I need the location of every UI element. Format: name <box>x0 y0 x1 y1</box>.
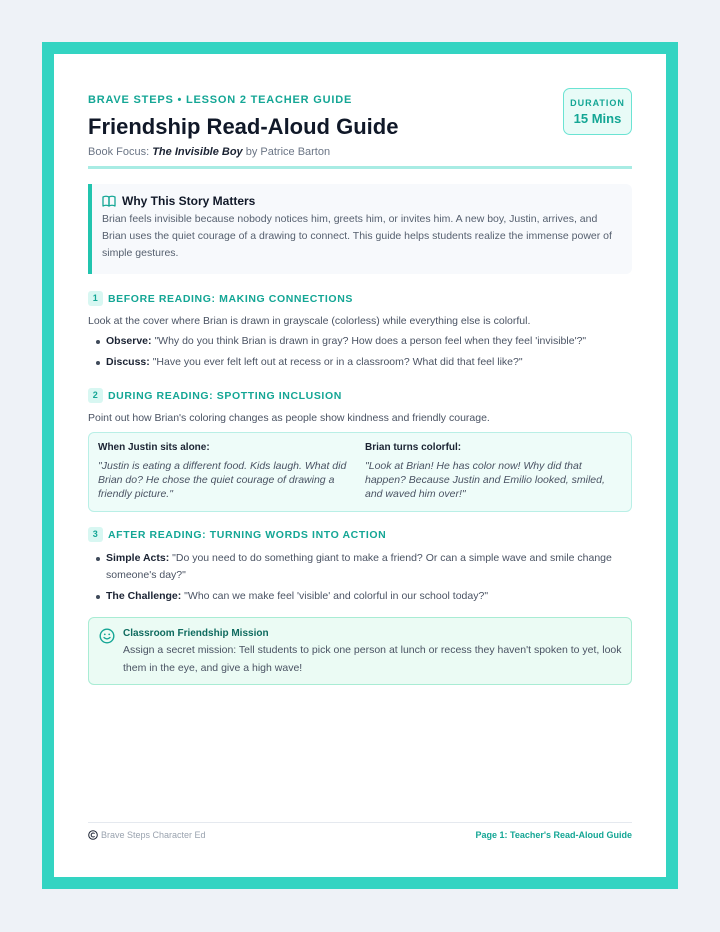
comparison-column-left <box>98 442 360 501</box>
bullet-text: "Why do you think Brian is drawn in gray? How does a person feel when they feel 'invisible'?" <box>151 335 587 347</box>
section-number: 2 <box>88 388 103 403</box>
header-divider <box>88 166 632 169</box>
document-page <box>54 54 666 877</box>
bullet-label: Discuss: <box>106 356 150 368</box>
duration-badge <box>563 88 632 135</box>
footer-page-label: Page 1: Teacher's Read-Aloud Guide <box>475 830 632 840</box>
book-author: by Patrice Barton <box>242 146 331 158</box>
section-before-reading <box>88 291 632 371</box>
book-focus-prefix: Book Focus: <box>88 146 153 158</box>
footer-brand: Brave Steps Character Ed <box>101 830 206 840</box>
comparison-heading: Brian turns colorful: <box>365 442 462 453</box>
bullet-text: "Who can we make feel 'visible' and colorful in our school today?" <box>181 590 489 602</box>
section-intro: Look at the cover where Brian is drawn in grayscale (colorless) while everything else is colorful. <box>88 315 531 327</box>
why-title: Why This Story Matters <box>122 194 256 208</box>
section-heading <box>88 291 632 306</box>
why-title-row <box>102 194 620 208</box>
section-title: AFTER READING: TURNING WORDS INTO ACTION <box>108 528 387 541</box>
list-item <box>96 550 632 584</box>
header <box>88 94 632 158</box>
book-focus <box>88 146 632 158</box>
lesson-kicker: BRAVE STEPS • LESSON 2 TEACHER GUIDE <box>88 94 353 106</box>
bullet-label: The Challenge: <box>106 590 182 602</box>
comparison-box <box>88 432 632 512</box>
section-number: 1 <box>88 291 103 306</box>
comparison-quote: "Justin is eating a different food. Kids laugh. What did Brian do? He chose the quiet courage of drawing a friendly picture." <box>98 460 347 500</box>
page-footer <box>88 822 632 840</box>
section-title: DURING READING: SPOTTING INCLUSION <box>108 389 342 402</box>
page-title: Friendship Read-Aloud Guide <box>88 114 399 139</box>
bullet-text: "Do you need to do something giant to make a friend? Or can a simple wave and smile change someone's day?" <box>106 552 612 581</box>
book-title: The Invisible Boy <box>152 146 243 158</box>
bullet-label: Observe: <box>106 335 152 347</box>
footer-left <box>88 830 206 840</box>
section-intro: Point out how Brian's coloring changes as people show kindness and friendly courage. <box>88 412 490 424</box>
comparison-column-right <box>365 442 615 501</box>
mission-text: Assign a secret mission: Tell students to pick one person at lunch or recess they haven't spoken to yet, look them in the eye, and give a high wave! <box>123 644 622 674</box>
page-border <box>42 42 678 889</box>
section-title: BEFORE READING: MAKING CONNECTIONS <box>108 292 353 305</box>
section-during-reading <box>88 388 632 424</box>
section-heading <box>88 388 632 403</box>
friendship-mission-callout <box>88 617 632 685</box>
mission-title: Classroom Friendship Mission <box>123 628 269 639</box>
why-text: Brian feels invisible because nobody notices him, greets him, or invites him. A new boy, Justin, arrives, and Brian uses the quiet courage of a drawing to connect. This guide helps students realize the immense power of simple gestures. <box>102 213 612 259</box>
duration-value: 15 Mins <box>573 111 622 126</box>
section-after-reading <box>88 527 632 605</box>
discussion-list <box>96 333 632 371</box>
bullet-label: Simple Acts: <box>106 552 170 564</box>
list-item <box>96 588 632 605</box>
list-item <box>96 333 632 350</box>
section-number: 3 <box>88 527 103 542</box>
duration-label: DURATION <box>570 98 625 108</box>
copyright-icon <box>88 830 98 840</box>
comparison-heading: When Justin sits alone: <box>98 442 210 453</box>
open-book-icon <box>102 195 116 207</box>
why-story-matters-callout <box>88 184 632 274</box>
smiley-face-icon <box>99 628 115 644</box>
action-list <box>96 550 632 605</box>
section-heading <box>88 527 632 542</box>
comparison-quote: "Look at Brian! He has color now! Why did that happen? Because Justin and Emilio looked, smiled, and waved him over!" <box>365 460 605 500</box>
bullet-text: "Have you ever felt left out at recess or in a classroom? What did that feel like?" <box>149 356 523 368</box>
list-item <box>96 354 632 371</box>
